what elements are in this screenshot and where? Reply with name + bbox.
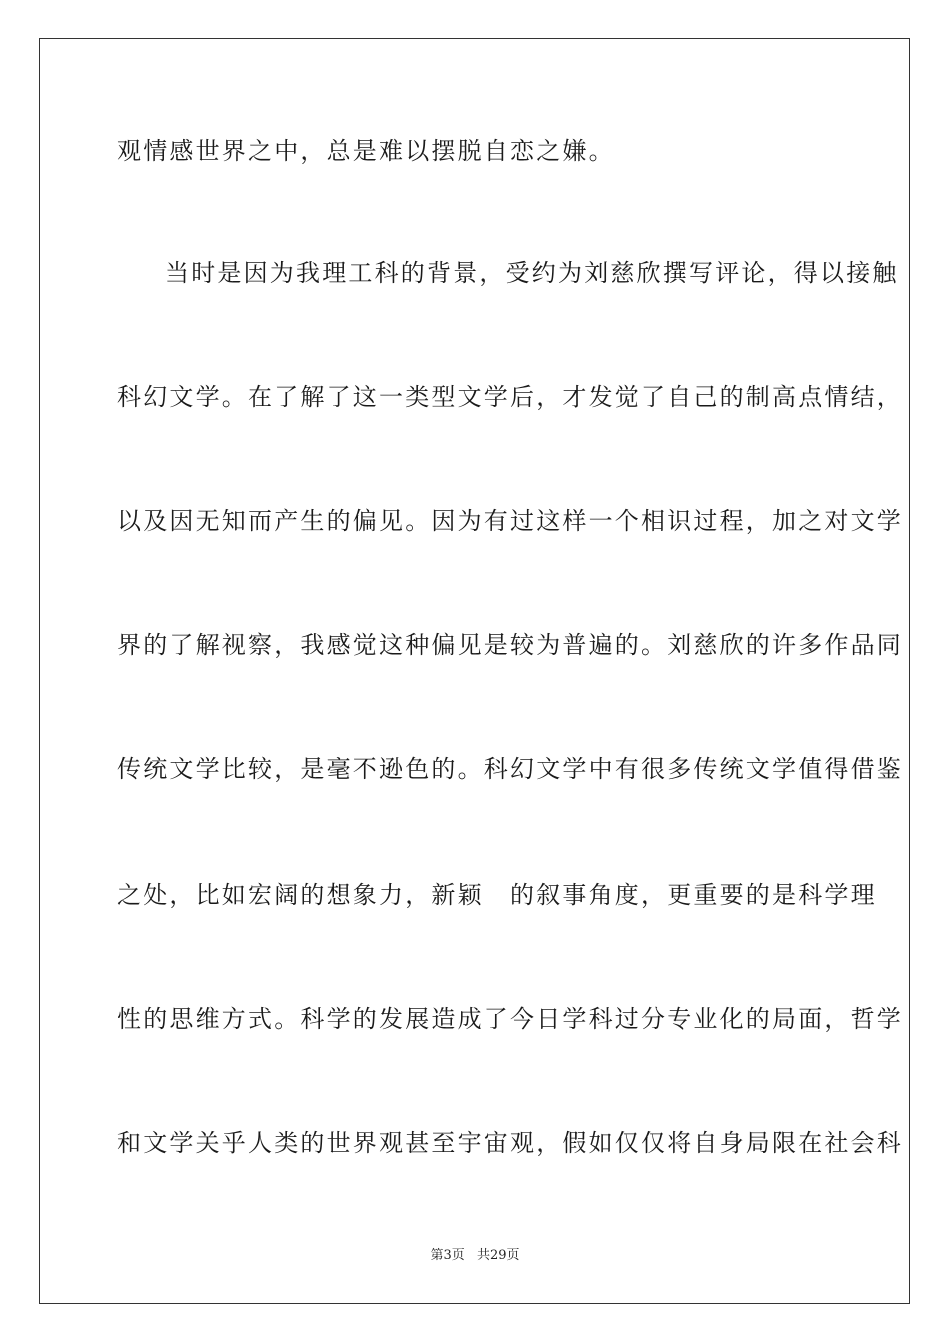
page-total: 共29页	[476, 1248, 520, 1263]
paragraph-line: 传统文学比较，是毫不逊色的。科幻文学中有很多传统文学值得借鉴	[117, 755, 903, 783]
paragraph-line: 之处，比如宏阔的想象力，新颖 的叙事角度，更重要的是科学理	[117, 881, 877, 909]
paragraph-line: 以及因无知而产生的偏见。因为有过这样一个相识过程，加之对文学	[117, 507, 903, 535]
paragraph-line: 当时是因为我理工科的背景，受约为刘慈欣撰写评论，得以接触	[165, 259, 899, 287]
page-border	[39, 38, 910, 1304]
paragraph-line: 观情感世界之中，总是难以摆脱自恋之嫌。	[117, 137, 615, 165]
paragraph-line: 性的思维方式。科学的发展造成了今日学科过分专业化的局面，哲学	[117, 1005, 903, 1033]
page-number: 第3页	[430, 1248, 465, 1263]
paragraph-line: 科幻文学。在了解了这一类型文学后，才发觉了自己的制高点情结，	[117, 383, 903, 411]
paragraph-line: 和文学关乎人类的世界观甚至宇宙观，假如仅仅将自身局限在社会科	[117, 1129, 903, 1157]
page-footer	[0, 1247, 950, 1265]
paragraph-line: 界的了解视察，我感觉这种偏见是较为普遍的。刘慈欣的许多作品同	[117, 631, 903, 659]
